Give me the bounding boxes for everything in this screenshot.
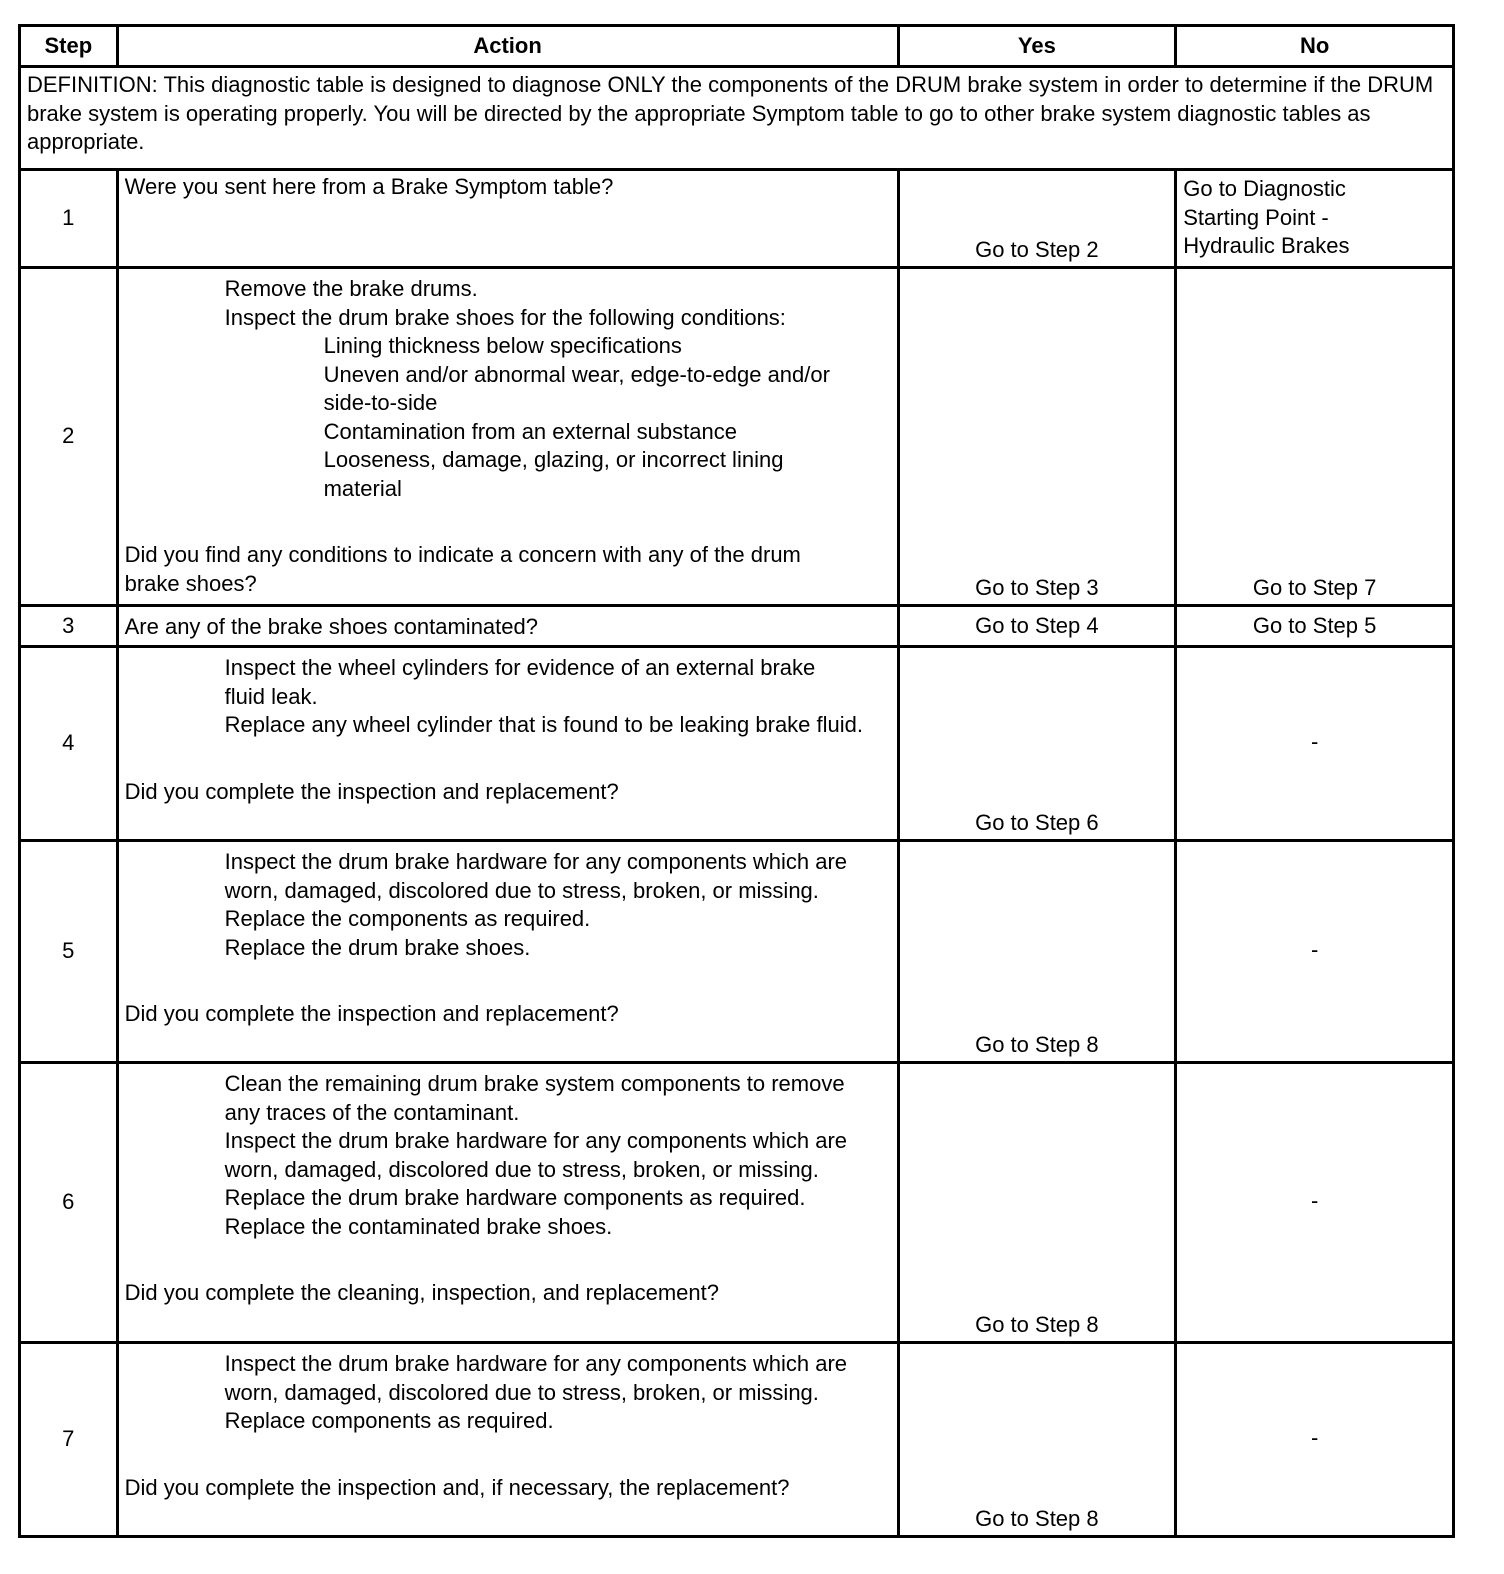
- no-cell: -: [1176, 841, 1454, 1063]
- action-subitem: Uneven and/or abnormal wear, edge-to-edge and/or side-to-side: [323, 361, 830, 415]
- action-cell: [117, 841, 898, 1063]
- no-line: Starting Point -: [1183, 204, 1329, 230]
- action-cell: [117, 647, 898, 841]
- header-yes: Yes: [898, 26, 1176, 67]
- yes-cell: Go to Step 8: [898, 1343, 1176, 1537]
- no-line: Hydraulic Brakes: [1183, 233, 1350, 258]
- no-line: Go to Diagnostic: [1183, 176, 1346, 201]
- action-question: Were you sent here from a Brake Symptom table?: [124, 174, 614, 199]
- action-cell: [117, 1063, 898, 1343]
- action-item: Inspect the wheel cylinders for evidence of an external brake fluid leak.: [224, 655, 816, 709]
- no-cell: -: [1176, 1063, 1454, 1343]
- yes-cell: Go to Step 4: [898, 606, 1176, 647]
- table-row: [20, 841, 1454, 1063]
- step-number: 5: [20, 841, 118, 1063]
- action-item: Replace the components as required.: [224, 906, 591, 931]
- action-item: Inspect the drum brake hardware for any components which are worn, damaged, discolored due to stress, broken, or missing.: [224, 1128, 848, 1182]
- action-item: Inspect the drum brake shoes for the following conditions:: [224, 304, 786, 330]
- action-cell: [117, 170, 898, 268]
- action-item: Replace the drum brake hardware components as required.: [224, 1185, 806, 1210]
- header-step: Step: [20, 26, 118, 67]
- definition-row: [20, 67, 1454, 170]
- table-row: [20, 1063, 1454, 1343]
- yes-cell: Go to Step 2: [898, 170, 1176, 268]
- action-item: Remove the brake drums.: [224, 276, 478, 301]
- action-cell: [117, 1343, 898, 1537]
- action-item: Replace components as required.: [224, 1408, 554, 1433]
- action-cell: [117, 606, 898, 647]
- yes-cell: Go to Step 8: [898, 841, 1176, 1063]
- diagnostic-table: [18, 24, 1455, 1538]
- table-row: [20, 1343, 1454, 1537]
- table-row: [20, 647, 1454, 841]
- header-action: Action: [117, 26, 898, 67]
- definition-text: DEFINITION: This diagnostic table is designed to diagnose ONLY the components of the DRUM brake system in order to determine if the DRUM brake system is operating properly. You will be directed by the appropriate Symptom table to go to other brake system diagnostic tables as appropriate.: [20, 67, 1454, 170]
- action-subitem: Looseness, damage, glazing, or incorrect lining material: [323, 447, 784, 501]
- action-cell: [117, 268, 898, 606]
- yes-cell: Go to Step 3: [898, 268, 1176, 606]
- action-question: Are any of the brake shoes contaminated?: [124, 613, 538, 639]
- action-question: Did you complete the inspection and, if necessary, the replacement?: [124, 1474, 790, 1500]
- no-cell: -: [1176, 1343, 1454, 1537]
- yes-cell: Go to Step 6: [898, 647, 1176, 841]
- step-number: 6: [20, 1063, 118, 1343]
- header-row: [20, 26, 1454, 67]
- yes-cell: Go to Step 8: [898, 1063, 1176, 1343]
- action-item: Replace the contaminated brake shoes.: [224, 1213, 613, 1239]
- step-number: 7: [20, 1343, 118, 1537]
- action-item: Replace any wheel cylinder that is found to be leaking brake fluid.: [224, 712, 863, 737]
- step-number: 2: [20, 268, 118, 606]
- action-item: Inspect the drum brake hardware for any components which are worn, damaged, discolored due to stress, broken, or missing.: [224, 849, 848, 903]
- action-question: Did you complete the cleaning, inspection, and replacement?: [124, 1280, 719, 1305]
- no-cell: Go to Step 5: [1176, 606, 1454, 647]
- action-question: Did you complete the inspection and replacement?: [124, 778, 619, 804]
- step-number: 1: [20, 170, 118, 268]
- action-item: Inspect the drum brake hardware for any components which are worn, damaged, discolored due to stress, broken, or missing.: [224, 1351, 848, 1405]
- header-no: No: [1176, 26, 1454, 67]
- action-item: Clean the remaining drum brake system components to remove any traces of the contaminant.: [224, 1071, 845, 1125]
- action-subitem: Lining thickness below specifications: [323, 333, 682, 358]
- action-question: Did you complete the inspection and replacement?: [124, 1001, 619, 1026]
- table-row: [20, 170, 1454, 268]
- no-cell: Go to Step 7: [1176, 268, 1454, 606]
- no-cell: -: [1176, 647, 1454, 841]
- table-row: [20, 606, 1454, 647]
- step-number: 4: [20, 647, 118, 841]
- table-row: [20, 268, 1454, 606]
- action-item: Replace the drum brake shoes.: [224, 934, 531, 960]
- action-subitem: Contamination from an external substance: [323, 418, 737, 444]
- action-question: Did you find any conditions to indicate a concern with any of the drum brake shoes?: [124, 542, 801, 596]
- step-number: 3: [20, 606, 118, 647]
- no-cell: [1176, 170, 1454, 268]
